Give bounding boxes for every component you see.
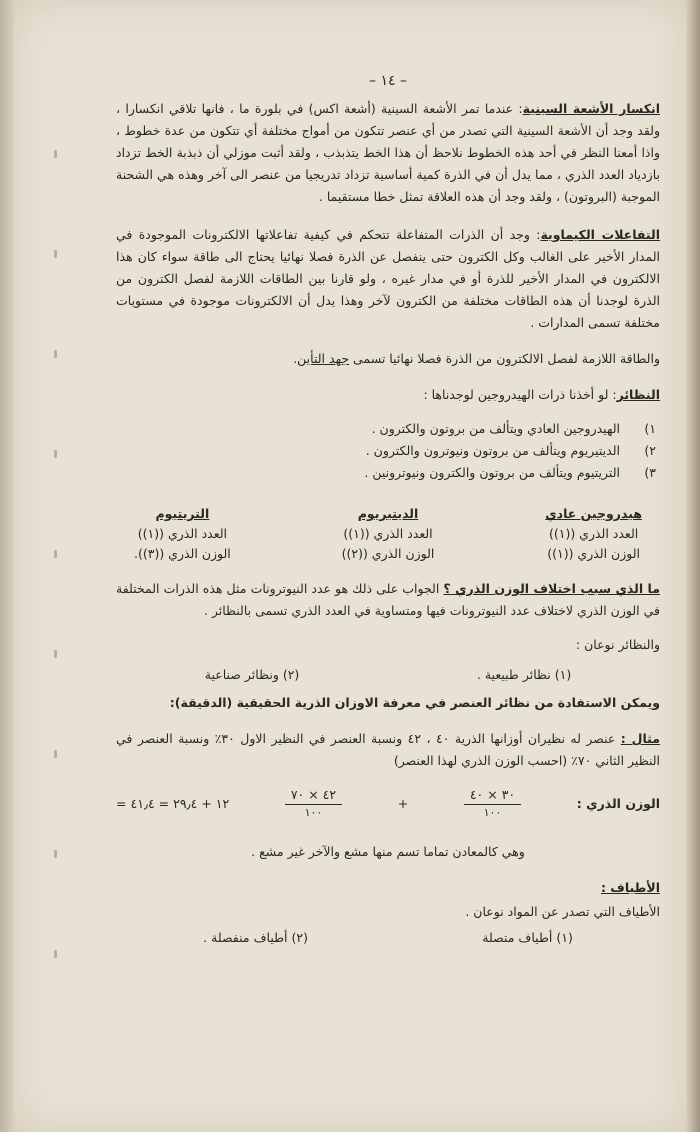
isotope-atomic-number: العدد الذري ((١)) (137, 526, 228, 541)
isotope-atomic-number: العدد الذري ((١)) (548, 526, 639, 541)
isotope-atomic-weight: الوزن الذري ((٣)). (134, 546, 231, 561)
discontinuous-spectra: (٢) أطياف منفصلة . (203, 930, 308, 945)
refraction-paragraph (116, 98, 660, 208)
question-heading: ما الذي سبب اختلاف الوزن الذري ؟ (443, 581, 660, 596)
ionization-paragraph (116, 348, 660, 370)
example-paragraph (116, 728, 660, 772)
fraction-denominator: ١٠٠ (304, 806, 323, 819)
list-item-number: ٢) (644, 443, 656, 458)
isotope-atomic-weight: الوزن الذري ((١)) (547, 546, 641, 561)
binding-edge-right (686, 0, 700, 1132)
equation-result: = ١٢ + ٢٩٫٤ = ٤١٫٤ (116, 795, 230, 811)
list-item (116, 440, 660, 462)
fraction-numerator: ٣٠ × ٤٠ (464, 786, 521, 805)
list-item-text: الهيدروجين العادي ويتألف من بروتون والكترون . (371, 421, 620, 436)
refraction-heading: انكسار الأشعة السينية (522, 101, 661, 116)
example-body: عنصر له نظيران أوزانها الذرية ٤٠ ، ٤٢ ونسبة العنصر في النظير الاول ٣٠٪ ونسبة العنصر في النظير الثاني ٧٠٪ (احسب الوزن الذري لهذا العنصر) (116, 731, 660, 768)
page-number: – ١٤ – (369, 73, 407, 89)
continuous-spectra: (١) أطياف متصلة (482, 930, 573, 945)
isotopes-table (116, 504, 660, 564)
question-paragraph (116, 578, 660, 622)
isotope-name: هيدروجين عادي (545, 506, 642, 521)
plus-sign: + (397, 795, 409, 811)
elements-note: وهي كالمعادن تماما تسم منها مشع والآخر غير مشع . (251, 844, 525, 859)
list-item (116, 418, 660, 440)
weight-equation (116, 786, 660, 821)
types-use: ويمكن الاستفادة من نظائر العنصر في معرفة الاوزان الذرية الحقيقية (الدقيقة): (169, 695, 660, 710)
list-item-number: ١) (644, 421, 656, 436)
binding-edge-left (0, 0, 14, 1132)
isotopes-list (116, 418, 660, 484)
spectra-heading-line (116, 877, 660, 899)
example-heading: مثال : (620, 731, 660, 746)
ionization-prefix: والطاقة اللازمة لفصل الالكترون من الذرة فصلا نهائيا تسمى (353, 351, 660, 366)
spectra-intro: الأطياف التي تصدر عن المواد نوعان . (465, 904, 660, 919)
isotope-name: التريتيوم (155, 506, 210, 521)
isotopes-heading: النظائر (616, 387, 660, 402)
fraction-denominator: ١٠٠ (483, 806, 502, 819)
chemical-paragraph (116, 224, 660, 334)
chemical-heading: التفاعلات الكيماوية (540, 227, 660, 242)
question-body: الجواب على ذلك هو عدد النيوترونات مثل هذه الذرات المختلفة في الوزن الذري لاختلاف عدد النيوترونات فيها ومتساوية في العدد الذري تسمى بالنظائر . (116, 581, 660, 618)
list-item-text: التريتيوم ويتألف من بروتون والكترون ونيوترونين . (364, 465, 620, 480)
list-item (116, 462, 660, 484)
equation-label: الوزن الذري : (576, 795, 660, 811)
list-item-number: ٣) (644, 465, 656, 480)
ionization-suffix: . (293, 351, 298, 366)
chemical-body: : وجد أن الذرات المتفاعلة تتحكم في كيفية تفاعلاتها الالكترونات الموجودة في المدار الأخير على الغالب وكل الكترون حتى ينفصل عن الذرة فصلا نهائيا يحتاج الى طاقة سواء كان هذا الالكترون في المدار الأخير للذرة أو في مدار غيره ، ولو قارنا بين الطاقات اللازمة لفصل الكترون من الذرة لوجدنا أن هذه الطاقات مختلفة من الكترون لآخر وهذا يدل أن الالكترونات موجودة في مستويات مختلفة تسمى المدارات . (116, 227, 660, 330)
isotopes-intro-text: : لو أخذنا ذرات الهيدروجين لوجدناها : (423, 387, 617, 402)
isotope-column (545, 504, 642, 564)
types-intro: والنظائر نوعان : (575, 637, 660, 652)
page-content (116, 70, 660, 949)
isotope-types (116, 664, 660, 686)
isotope-column (134, 504, 231, 564)
fraction-numerator: ٤٢ × ٧٠ (285, 786, 342, 805)
spectra-heading: الأطياف : (600, 880, 660, 895)
list-item-text: الديتيريوم ويتألف من بروتون ونيوترون والكترون . (365, 443, 620, 458)
spectra-types (116, 927, 660, 949)
artificial-isotopes: (٢) ونظائر صناعية (204, 667, 300, 682)
ionization-term: جهد التأين (297, 351, 350, 366)
fraction-first (464, 786, 521, 821)
refraction-body: : عندما تمر الأشعة السينية (أشعة اكس) في بلورة ما ، فانها تلاقي انكسارا ، ولقد وجد أن الأشعة السينية التي تصدر من أي عنصر تتكون من أمواج مختلفة أي تتكون من عدة خطوط ، واذا أمعنا النظر في أحد هذه الخطوط نلاحظ أن هذا الخط يتذبذب ، ولقد أثبت موزلي أن ذبذبة الخط تزداد بازدياد العدد الذري ، مما يدل أن في الذرة كمية أساسية تزداد تدريجيا من عنصر الى آخر وهذه هي الشحنة الموجبة (البروتون) ، ولقد وجد أن هذه العلاقة تمثل خطا مستقيما . (116, 101, 660, 204)
binding-holes (54, 0, 58, 1132)
fraction-second (285, 786, 342, 821)
isotope-atomic-number: العدد الذري ((١)) (343, 526, 433, 541)
isotope-atomic-weight: الوزن الذري ((٢)) (341, 546, 435, 561)
isotope-column (342, 504, 435, 564)
natural-isotopes: (١) نظائر طبيعية . (476, 667, 572, 682)
isotopes-intro (116, 384, 660, 406)
isotope-name: الديتيريوم (357, 506, 419, 521)
